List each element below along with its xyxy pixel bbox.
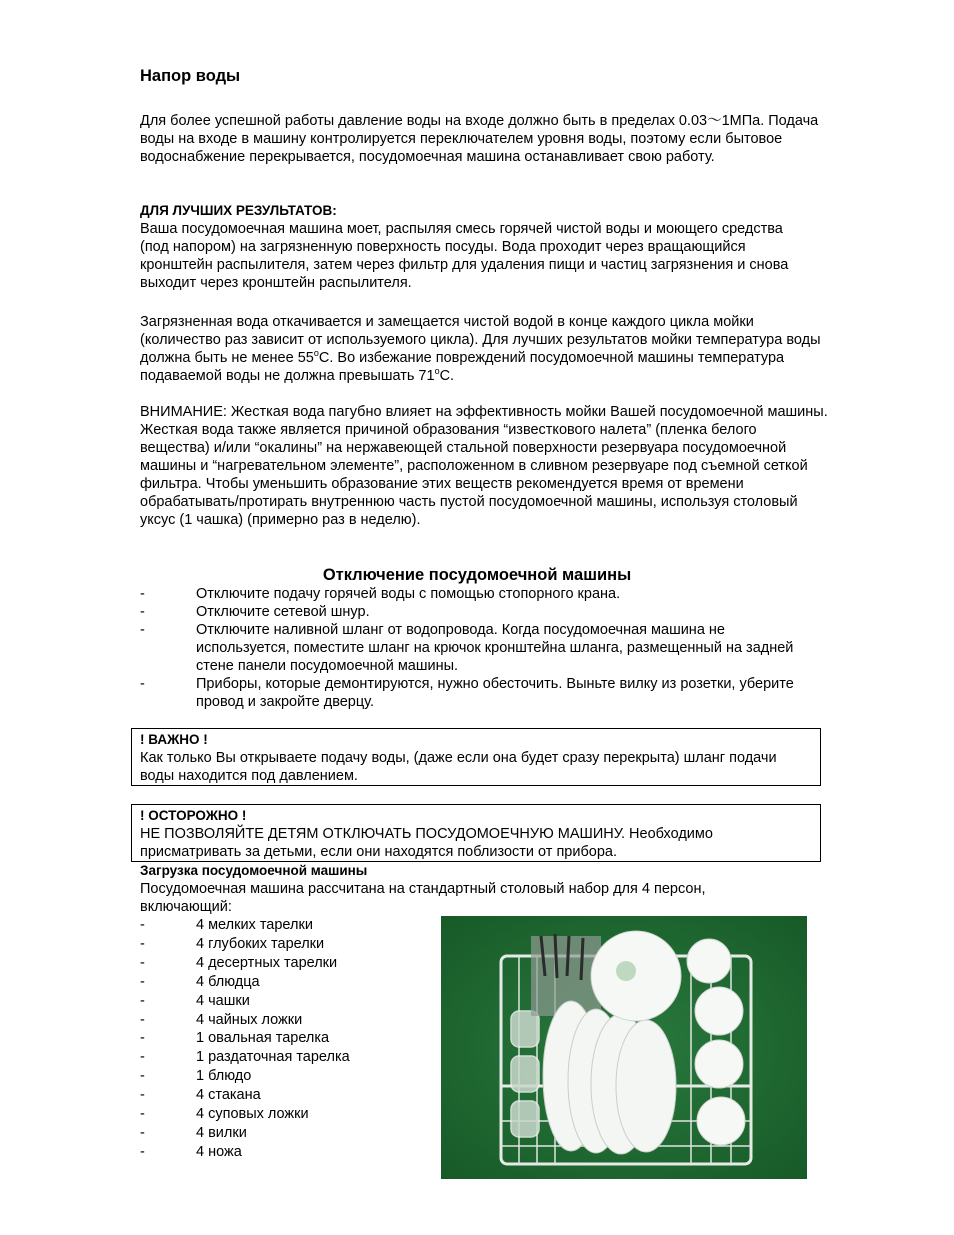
loading-heading: Загрузка посудомоечной машины (140, 863, 368, 878)
caution-box (131, 804, 821, 862)
bullet-dash: - (140, 676, 145, 692)
bullet-dash: - (140, 1068, 145, 1085)
caution-text: НЕ ПОЗВОЛЯЙТЕ ДЕТЯМ ОТКЛЮЧАТЬ ПОСУДОМОЕЧНУЮ МАШИНУ. Необходимо присматривать за детьми, если они находятся поблизости от прибора. (140, 826, 713, 860)
list-item-text: 1 блюдо (196, 1068, 252, 1085)
caution-title: ! ОСТОРОЖНО ! (140, 808, 247, 823)
bullet-dash: - (140, 973, 145, 990)
best-results-heading: ДЛЯ ЛУЧШИХ РЕЗУЛЬТАТОВ: (140, 203, 337, 218)
bullet-dash: - (140, 1106, 145, 1122)
list-item-text: 4 стакана (196, 1087, 261, 1104)
dishwasher-rack-illustration (441, 916, 807, 1179)
water-pressure-paragraph: Для более успешной работы давление воды на входе должно быть в пределах 0.03～1МПа. Подача воды на входе в машину контролируется переключателем уровня воды, поэтому если бытовое водоснабжение перекрывается, посудомоечная машина останавливает свою работу. (140, 113, 819, 165)
section-heading-water-pressure: Напор воды (140, 67, 241, 85)
bullet-dash: - (140, 1030, 145, 1047)
list-item-text: 4 вилки (196, 1124, 247, 1141)
list-item-text: 4 ножа (196, 1143, 242, 1160)
loading-intro: Посудомоечная машина рассчитана на стандартный столовый набор для 4 персон, включающий: (140, 881, 706, 915)
bullet-dash: - (140, 1143, 145, 1160)
list-item-text: 1 овальная тарелка (196, 1030, 330, 1047)
hard-water-warning-paragraph: ВНИМАНИЕ: Жесткая вода пагубно влияет на эффективность мойки Вашей посудомоечной машины. Жесткая вода также является причиной образования “известкового налета” (пленка белого вещества) и/или “окалины” на нержавеющей стальной поверхности резервуара посудомоечной машины и “нагревательном элементе”, расположенном в сливном резервуаре под съемной сеткой фильтра. Чтобы уменьшить образование этих веществ рекомендуется время от времени обрабатывать/протирать внутреннюю часть пустой посудомоечной машины, используя столовый уксус (1 чашка) (примерно раз в неделю). (140, 404, 828, 528)
bullet-dash: - (140, 586, 145, 602)
bullet-dash: - (140, 1087, 145, 1104)
list-item-text: 4 чайных ложки (196, 1011, 303, 1028)
best-results-paragraph-2: Загрязненная вода откачивается и замещается чистой водой в конце каждого цикла мойки (количество раз зависит от используемого цикла). Для лучших результатов мойки температура воды должна быть не менее 55$^o$С. Во избежание повреждений посудомоечной машины температура подаваемой воды не должна превышать 71$^o$С. (140, 314, 821, 384)
best-results-paragraph-1: Ваша посудомоечная машина моет, распыляя смесь горячей чистой воды и моющего средства (под напором) на загрязненную поверхность посуды. Вода проходит через вращающийся кронштейн распылителя, затем через фильтр для удаления пищи и частиц загрязнения и снова выходит через кронштейн распылителя. (140, 221, 789, 291)
list-item-text: Приборы, которые демонтируются, нужно обесточить. Выньте вилку из розетки, уберите провод и закройте дверцу. (196, 676, 794, 710)
list-item-text: 4 десертных тарелки (196, 954, 338, 971)
list-item-text: 4 суповых ложки (196, 1106, 309, 1122)
important-title: ! ВАЖНО ! (140, 732, 208, 747)
important-box (131, 728, 821, 786)
bullet-dash: - (140, 992, 145, 1009)
bullet-dash: - (140, 604, 145, 620)
list-item-text: Отключите подачу горячей воды с помощью стопорного крана. (196, 586, 621, 602)
bullet-dash: - (140, 1011, 145, 1028)
list-item-text: 4 чашки (196, 992, 250, 1009)
list-item-text: 4 глубоких тарелки (196, 935, 325, 952)
bullet-dash: - (140, 917, 145, 933)
dishwasher-loading-photo (441, 916, 807, 1179)
bullet-dash: - (140, 622, 145, 638)
bullet-dash: - (140, 1124, 145, 1141)
bullet-dash: - (140, 935, 145, 952)
list-item-text: Отключите сетевой шнур. (196, 604, 370, 620)
bullet-dash: - (140, 954, 145, 971)
list-item-text: 1 раздаточная тарелка (196, 1049, 350, 1066)
list-item-text: Отключите наливной шланг от водопровода. Когда посудомоечная машина не используется, поместите шланг на крючок кронштейна шланга, размещенный на задней стене панели посудомоечной машины. (196, 622, 794, 674)
bullet-dash: - (140, 1049, 145, 1066)
important-text: Как только Вы открываете подачу воды, (даже если она будет сразу перекрыта) шланг подачи воды находится под давлением. (140, 750, 777, 784)
disconnect-heading: Отключение посудомоечной машины (322, 566, 632, 584)
list-item-text: 4 мелких тарелки (196, 917, 313, 933)
list-item-text: 4 блюдца (196, 973, 260, 990)
